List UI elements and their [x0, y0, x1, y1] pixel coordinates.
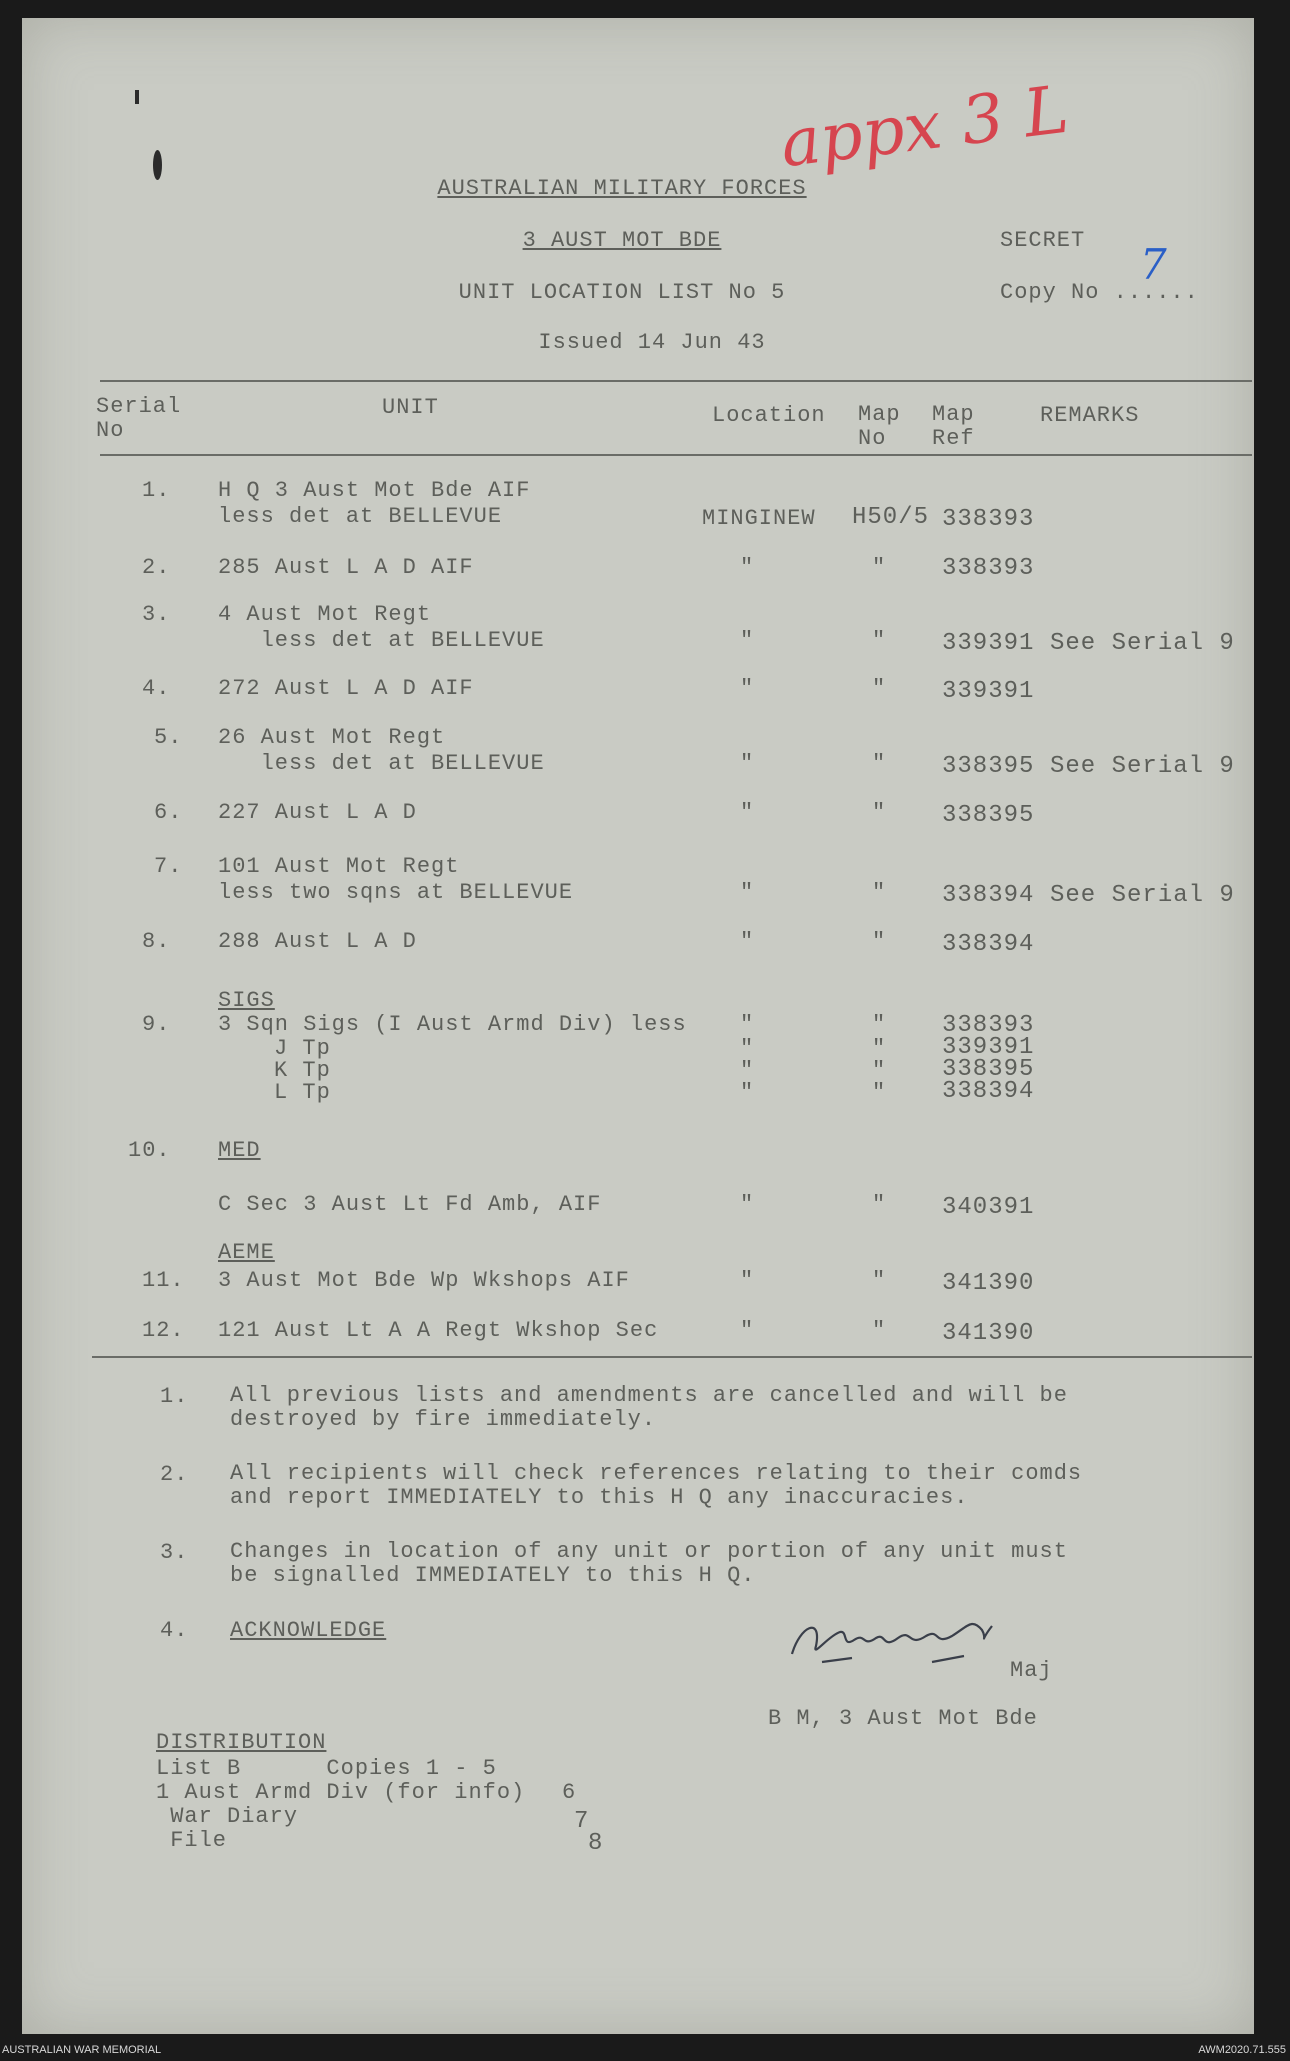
signature-appointment: B M, 3 Aust Mot Bde: [768, 1706, 1038, 1731]
troop-l-map-no: ": [872, 1080, 887, 1105]
row-3-map-ref: 339391: [942, 630, 1035, 657]
row-3-unit: 4 Aust Mot Regt less det at BELLEVUE: [218, 602, 545, 653]
sigs-map-ref: 338393: [942, 1012, 1035, 1039]
troop-k-location: ": [740, 1058, 755, 1083]
troop-k-map-ref: 338395: [942, 1056, 1035, 1083]
row-8-map-ref: 338394: [942, 931, 1035, 958]
row-1-serial: 1.: [142, 478, 171, 503]
row-3-location: ": [740, 628, 755, 653]
row-12-map-ref: 341390: [942, 1320, 1035, 1347]
row-7-unit: 101 Aust Mot Regt less two sqns at BELLEVUE: [218, 854, 574, 905]
signature-scrawl: [782, 1596, 1042, 1676]
distribution-line-4: File: [156, 1828, 228, 1853]
note-4-text: ACKNOWLEDGE: [230, 1618, 387, 1643]
row-6-map-ref: 338395: [942, 802, 1035, 829]
row-5-map-ref: 338395: [942, 753, 1035, 780]
row-4-unit: 272 Aust L A D AIF: [218, 676, 474, 701]
classification: SECRET: [1000, 228, 1086, 253]
sigs-location: ": [740, 1012, 755, 1037]
row-12-serial: 12.: [142, 1318, 185, 1343]
row-7-serial: 7.: [154, 854, 183, 879]
row-12-unit: 121 Aust Lt A A Regt Wkshop Sec: [218, 1318, 659, 1343]
row-4-location: ": [740, 676, 755, 701]
row-8-unit: 288 Aust L A D: [218, 929, 417, 954]
footer-institution: AUSTRALIAN WAR MEMORIAL: [2, 2044, 162, 2056]
distribution-line-3: War Diary: [156, 1804, 299, 1829]
copy-number: Copy No ......: [1000, 280, 1199, 305]
med-serial: 10.: [128, 1138, 171, 1163]
row-5-remarks: See Serial 9: [1050, 753, 1235, 780]
row-3-map-no: ": [872, 628, 887, 653]
row-2-serial: 2.: [142, 555, 171, 580]
row-7-location: ": [740, 880, 755, 905]
med-map-ref: 340391: [942, 1194, 1035, 1221]
issued-date: Issued 14 Jun 43: [538, 330, 766, 355]
troop-l-name: L Tp: [274, 1080, 331, 1105]
row-1-unit: H Q 3 Aust Mot Bde AIF less det at BELLEVUE: [218, 478, 531, 529]
troop-j-location: ": [740, 1036, 755, 1061]
punch-mark: [153, 150, 162, 180]
handwritten-appendix-note: appx 3 L: [776, 70, 1073, 183]
row-12-location: ": [740, 1318, 755, 1343]
sigs-map-no: ": [872, 1012, 887, 1037]
col-serial: Serial No: [96, 394, 182, 443]
table-top-rule: [100, 380, 1252, 382]
document-page: [22, 18, 1254, 2034]
signature-rank: Maj: [1010, 1658, 1053, 1683]
distribution-heading: DISTRIBUTION: [156, 1730, 327, 1755]
troop-k-name: K Tp: [274, 1058, 331, 1083]
col-remarks: REMARKS: [1040, 403, 1140, 428]
med-unit: C Sec 3 Aust Lt Fd Amb, AIF: [218, 1192, 602, 1217]
row-8-location: ": [740, 929, 755, 954]
row-5-map-no: ": [872, 751, 887, 776]
row-4-map-ref: 339391: [942, 678, 1035, 705]
formation-title: 3 AUST MOT BDE: [522, 228, 722, 253]
sigs-unit: 3 Sqn Sigs (I Aust Armd Div) less: [218, 1012, 687, 1037]
note-3-text: Changes in location of any unit or portion of any unit must be signalled IMMEDIATELY to this H Q.: [230, 1539, 1068, 1588]
row-5-serial: 5.: [154, 725, 183, 750]
aeme-heading: AEME: [218, 1240, 275, 1265]
row-7-map-no: ": [872, 880, 887, 905]
distribution-line-2: 1 Aust Armd Div (for info): [156, 1780, 526, 1805]
note-2-text: All recipients will check references relating to their comds and report IMMEDIATELY to this H Q any inaccuracies.: [230, 1461, 1083, 1510]
row-11-serial: 11.: [142, 1268, 185, 1293]
distribution-copy-2: 6: [562, 1780, 577, 1805]
sigs-heading: SIGS: [218, 988, 275, 1013]
table-bottom-rule: [92, 1356, 1252, 1358]
med-location: ": [740, 1192, 755, 1217]
col-map-no: Map No: [858, 402, 901, 451]
footer-accession-number: AWM2020.71.555: [1198, 2044, 1286, 2056]
note-4-num: 4.: [160, 1618, 189, 1643]
row-1-location: MINGINEW: [702, 506, 816, 531]
med-map-no: ": [872, 1192, 887, 1217]
row-7-map-ref: 338394: [942, 882, 1035, 909]
row-8-serial: 8.: [142, 929, 171, 954]
row-11-unit: 3 Aust Mot Bde Wp Wkshops AIF: [218, 1268, 630, 1293]
row-1-map-no: H50/5: [852, 504, 930, 531]
note-3-num: 3.: [160, 1540, 189, 1565]
troop-j-name: J Tp: [274, 1036, 331, 1061]
row-6-map-no: ": [872, 800, 887, 825]
sigs-serial: 9.: [142, 1012, 171, 1037]
row-12-map-no: ": [872, 1318, 887, 1343]
row-2-map-no: ": [872, 555, 887, 580]
col-unit: UNIT: [382, 395, 439, 420]
row-4-serial: 4.: [142, 676, 171, 701]
med-heading: MED: [218, 1138, 261, 1163]
row-11-location: ": [740, 1268, 755, 1293]
row-2-unit: 285 Aust L A D AIF: [218, 555, 474, 580]
row-3-serial: 3.: [142, 602, 171, 627]
row-2-map-ref: 338393: [942, 555, 1035, 582]
handwritten-copy-number: 7: [1140, 240, 1167, 289]
col-location: Location: [712, 403, 826, 428]
row-5-unit: 26 Aust Mot Regt less det at BELLEVUE: [218, 725, 545, 776]
row-1-map-ref: 338393: [942, 506, 1035, 533]
archive-footer: [0, 2040, 1290, 2061]
troop-k-map-no: ": [872, 1058, 887, 1083]
row-6-location: ": [740, 800, 755, 825]
distribution-line-1: List B Copies 1 - 5: [156, 1756, 497, 1781]
row-3-remarks: See Serial 9: [1050, 630, 1235, 657]
row-6-unit: 227 Aust L A D: [218, 800, 417, 825]
row-8-map-no: ": [872, 929, 887, 954]
distribution-copy-3: 7: [574, 1808, 590, 1835]
note-1-num: 1.: [160, 1384, 189, 1409]
header-bottom-rule: [100, 454, 1252, 456]
row-2-location: ": [740, 555, 755, 580]
troop-j-map-ref: 339391: [942, 1034, 1035, 1061]
row-6-serial: 6.: [154, 800, 183, 825]
troop-l-map-ref: 338394: [942, 1078, 1035, 1105]
row-5-location: ": [740, 751, 755, 776]
troop-j-map-no: ": [872, 1036, 887, 1061]
row-4-map-no: ": [872, 676, 887, 701]
org-title: AUSTRALIAN MILITARY FORCES: [437, 176, 807, 201]
row-7-remarks: See Serial 9: [1050, 882, 1235, 909]
troop-l-location: ": [740, 1080, 755, 1105]
row-11-map-ref: 341390: [942, 1270, 1035, 1297]
punch-mark: [135, 90, 139, 104]
note-2-num: 2.: [160, 1462, 189, 1487]
col-map-ref: Map Ref: [932, 402, 975, 451]
distribution-copy-4: 8: [588, 1830, 604, 1857]
list-title: UNIT LOCATION LIST No 5: [458, 280, 786, 305]
row-11-map-no: ": [872, 1268, 887, 1293]
note-1-text: All previous lists and amendments are cancelled and will be destroyed by fire immediately.: [230, 1383, 1068, 1432]
